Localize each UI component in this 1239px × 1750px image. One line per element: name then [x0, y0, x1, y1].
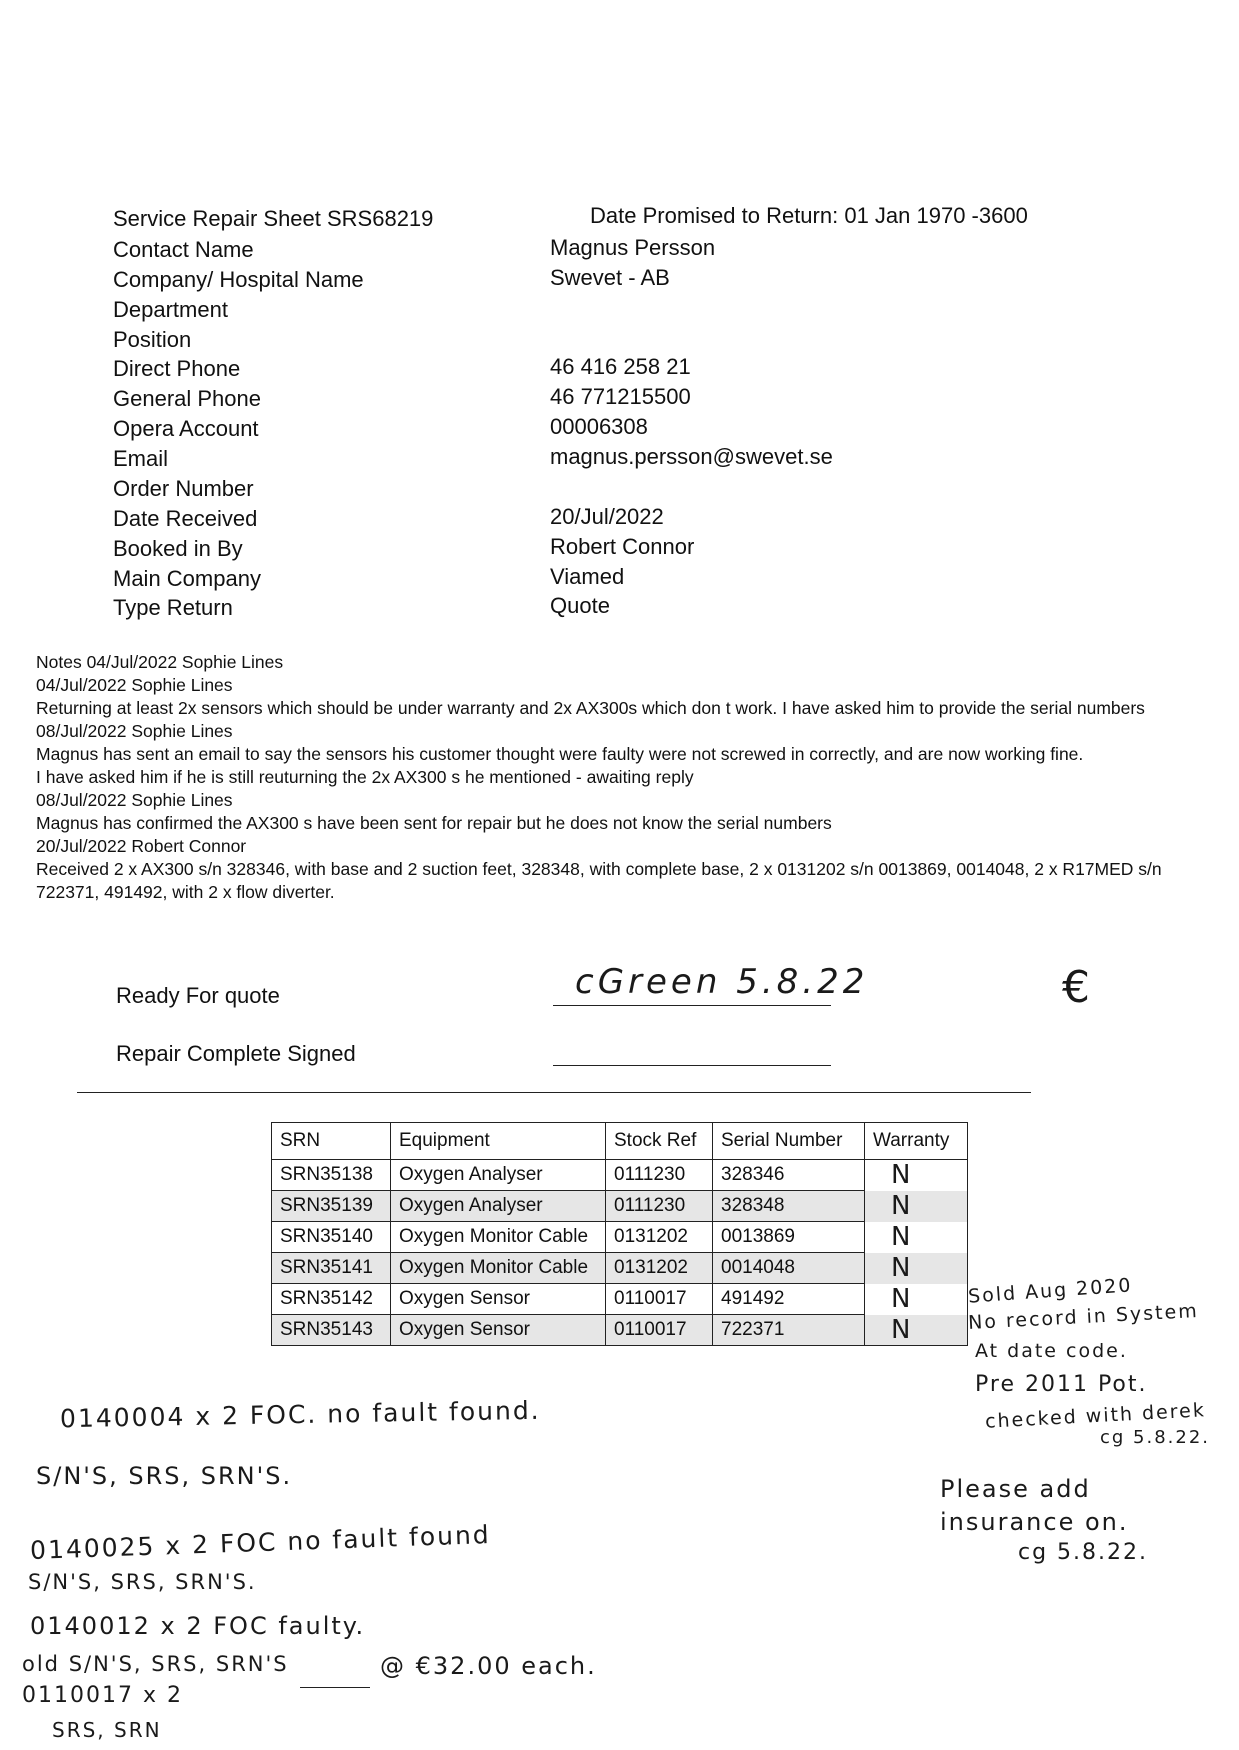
ready-signature-line	[553, 1005, 831, 1006]
table-row	[272, 1160, 968, 1191]
serial-cell: 0013869	[713, 1222, 865, 1253]
sheet-title: Service Repair Sheet SRS68219	[113, 206, 434, 231]
field-label: Main Company	[113, 566, 261, 591]
serial-cell: 0014048	[713, 1253, 865, 1284]
field-label: Booked in By	[113, 536, 243, 561]
field-label: Type Return	[113, 595, 233, 620]
warranty-cell	[865, 1315, 968, 1346]
handwritten-line: Sold Aug 2020	[967, 1274, 1134, 1308]
field-value: 46 416 258 21	[550, 354, 691, 379]
srn-cell: SRN35138	[272, 1160, 391, 1191]
warranty-cell	[865, 1191, 968, 1222]
notes-line: 20/Jul/2022 Robert Connor	[36, 836, 247, 856]
col-equipment: Equipment	[391, 1123, 606, 1160]
warranty-mark: N	[891, 1222, 913, 1252]
handwritten-line: Pre 2011 Pot.	[975, 1372, 1148, 1397]
warranty-mark: N	[891, 1314, 913, 1345]
warranty-cell	[865, 1284, 968, 1315]
handwritten-line: @ €32.00 each.	[380, 1652, 597, 1680]
warranty-mark: N	[891, 1253, 913, 1283]
srn-cell: SRN35143	[272, 1315, 391, 1346]
notes-line: 08/Jul/2022 Sophie Lines	[36, 790, 233, 810]
srn-cell: SRN35141	[272, 1253, 391, 1284]
field-label: Company/ Hospital Name	[113, 267, 364, 292]
field-value: Quote	[550, 593, 610, 618]
handwritten-line: No record in System	[967, 1299, 1200, 1335]
equipment-cell: Oxygen Sensor	[391, 1284, 606, 1315]
stock-ref-cell: 0131202	[606, 1222, 713, 1253]
field-value: 00006308	[550, 414, 648, 439]
handwritten-line: At date code.	[975, 1340, 1128, 1362]
handwritten-line: 0140012 x 2 FOC faulty.	[30, 1612, 366, 1640]
handwritten-line: 0140004 x 2 FOC. no fault found.	[59, 1395, 541, 1434]
currency-mark: €	[1062, 962, 1090, 1013]
email-value: magnus.persson@swevet.se	[550, 444, 833, 469]
field-label: Opera Account	[113, 416, 259, 441]
serial-cell: 328348	[713, 1191, 865, 1222]
warranty-cell	[865, 1222, 968, 1253]
table-row	[272, 1222, 968, 1253]
warranty-mark: N	[891, 1160, 913, 1191]
field-label: Date Received	[113, 506, 258, 531]
stock-ref-cell: 0131202	[606, 1253, 713, 1284]
handwritten-line: checked with derek	[984, 1399, 1207, 1433]
srn-cell: SRN35142	[272, 1284, 391, 1315]
handwritten-line: 0140025 x 2 FOC no fault found	[29, 1519, 492, 1566]
serial-cell: 722371	[713, 1315, 865, 1346]
field-value: 46 771215500	[550, 384, 691, 409]
warranty-cell	[865, 1160, 968, 1191]
handwritten-line: cg 5.8.22.	[1018, 1540, 1149, 1565]
notes-line: 08/Jul/2022 Sophie Lines	[36, 721, 233, 741]
equipment-cell: Oxygen Analyser	[391, 1191, 606, 1222]
handwritten-line: insurance on.	[940, 1508, 1129, 1536]
notes-section	[36, 651, 1226, 904]
warranty-mark: N	[891, 1284, 913, 1314]
handwritten-line: S/N'S, SRS, SRN'S.	[36, 1462, 293, 1490]
equipment-cell: Oxygen Monitor Cable	[391, 1222, 606, 1253]
field-label: Email	[113, 446, 169, 471]
field-label: Position	[113, 327, 192, 352]
field-label: Direct Phone	[113, 356, 241, 381]
date-promised: Date Promised to Return: 01 Jan 1970 -3600	[590, 203, 1028, 228]
field-value: Viamed	[550, 564, 625, 589]
field-value: 20/Jul/2022	[550, 504, 664, 529]
handwritten-line: S/N'S, SRS, SRN'S.	[28, 1570, 257, 1594]
repair-complete-label: Repair Complete Signed	[116, 1041, 356, 1066]
srn-cell: SRN35140	[272, 1222, 391, 1253]
warranty-cell	[865, 1253, 968, 1284]
field-label: Order Number	[113, 476, 254, 501]
handwritten-line: cg 5.8.22.	[1100, 1427, 1211, 1448]
srn-cell: SRN35139	[272, 1191, 391, 1222]
table-header-row	[272, 1123, 968, 1160]
field-value: Swevet - AB	[550, 265, 670, 290]
notes-line: Magnus has sent an email to say the sensors his customer thought were faulty were not screwed in correctly, and are now working fine.	[36, 744, 1084, 764]
equipment-cell: Oxygen Sensor	[391, 1315, 606, 1346]
stock-ref-cell: 0111230	[606, 1160, 713, 1191]
col-stock-ref: Stock Ref	[606, 1123, 713, 1160]
divider	[77, 1092, 1031, 1093]
serial-cell: 491492	[713, 1284, 865, 1315]
ready-signature: cGreen 5.8.22	[575, 962, 869, 1002]
field-value: Robert Connor	[550, 534, 695, 559]
serial-cell: 328346	[713, 1160, 865, 1191]
handwritten-dash	[300, 1687, 370, 1688]
field-label: Department	[113, 297, 228, 322]
handwritten-line: 0110017 x 2	[22, 1683, 183, 1708]
field-value: Magnus Persson	[550, 235, 716, 260]
equipment-table	[271, 1122, 968, 1346]
stock-ref-cell: 0111230	[606, 1191, 713, 1222]
table-row	[272, 1191, 968, 1222]
col-srn: SRN	[272, 1123, 391, 1160]
handwritten-line: Please add	[940, 1475, 1091, 1503]
field-label: Contact Name	[113, 237, 254, 262]
table-row	[272, 1284, 968, 1315]
notes-line: Notes 04/Jul/2022 Sophie Lines	[36, 652, 284, 672]
stock-ref-cell: 0110017	[606, 1284, 713, 1315]
notes-line: I have asked him if he is still reuturning the 2x AX300 s he mentioned - awaiting reply	[36, 767, 694, 787]
notes-line: Magnus has confirmed the AX300 s have been sent for repair but he does not know the serial numbers	[36, 813, 832, 833]
stock-ref-cell: 0110017	[606, 1315, 713, 1346]
notes-line: Returning at least 2x sensors which should be under warranty and 2x AX300s which don t work. I have asked him to provide the serial numbers	[36, 698, 1145, 718]
field-label: General Phone	[113, 386, 261, 411]
table-row	[272, 1315, 968, 1346]
warranty-mark: N	[891, 1191, 913, 1221]
handwritten-line: old S/N'S, SRS, SRN'S	[22, 1652, 289, 1676]
table-row	[272, 1253, 968, 1284]
handwritten-line: SRS, SRN	[52, 1718, 162, 1742]
notes-line: 04/Jul/2022 Sophie Lines	[36, 675, 233, 695]
equipment-cell: Oxygen Analyser	[391, 1160, 606, 1191]
repair-complete-line	[553, 1065, 831, 1066]
ready-for-quote-label: Ready For quote	[116, 983, 280, 1008]
col-warranty: Warranty	[865, 1123, 968, 1160]
equipment-cell: Oxygen Monitor Cable	[391, 1253, 606, 1284]
col-serial-number: Serial Number	[713, 1123, 865, 1160]
notes-line: Received 2 x AX300 s/n 328346, with base and 2 suction feet, 328348, with complete base, 2 x 0131202 s/n 0013869, 0014048, 2 x R17MED s/n 722371, 491492, with 2 x flow diverter.	[36, 859, 1162, 902]
